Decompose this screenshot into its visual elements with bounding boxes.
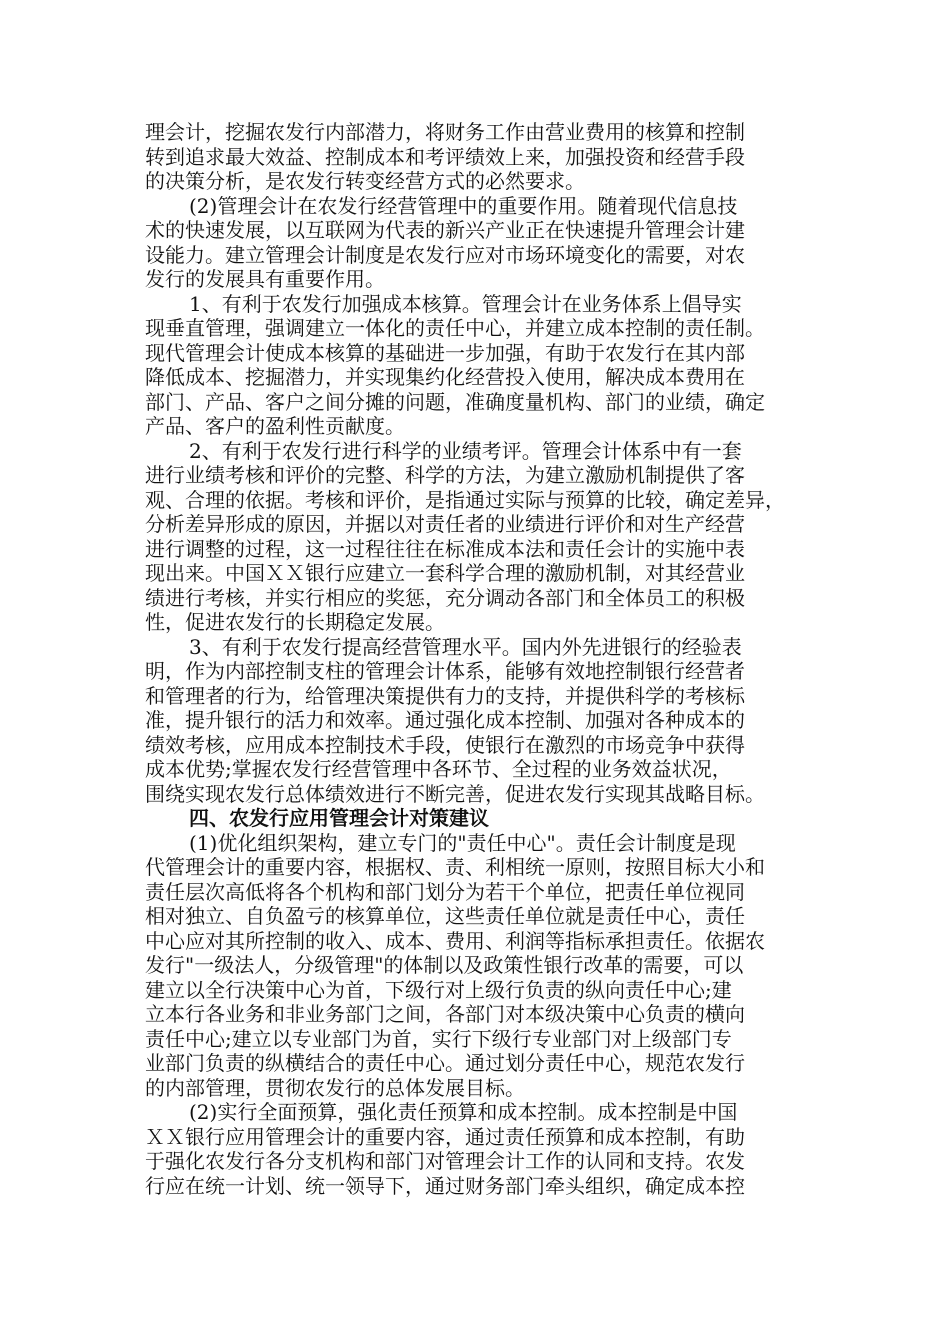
text-line: 转到追求最大效益、控制成本和考评绩效上来，加强投资和经营手段: [145, 144, 745, 169]
text-line: 建立以全行决策中心为首，下级行对上级行负责的纵向责任中心;建: [145, 977, 732, 1002]
text-line: 责任中心;建立以专业部门为首，实行下级行专业部门对上级部门专: [145, 1026, 732, 1051]
text-line: (2)实行全面预算，强化责任预算和成本控制。成本控制是中国: [189, 1100, 738, 1124]
text-line: 业部门负责的纵横结合的责任中心。通过划分责任中心，规范农发行: [145, 1051, 745, 1075]
text-line: (2)管理会计在农发行经营管理中的重要作用。随着现代信息技: [189, 193, 738, 218]
paragraph: [145, 439, 810, 635]
text-line: (1)优化组织架构，建立专门的"责任中心"。责任会计制度是现: [189, 830, 736, 855]
text-line: 明，作为内部控制支柱的管理会计体系，能够有效地控制银行经营者: [145, 659, 745, 683]
text-line: 围绕实现农发行总体绩效进行不断完善，促进农发行实现其战略目标。: [145, 781, 765, 806]
paragraph: [145, 831, 810, 1101]
text-line: 绩进行考核，并实行相应的奖惩，充分调动各部门和全体员工的积极: [145, 585, 745, 610]
text-line: ＸＸ银行应用管理会计的重要内容，通过责任预算和成本控制，有助: [145, 1124, 745, 1149]
text-line: 成本优势;掌握农发行经营管理中各环节、全过程的业务效益状况，: [145, 757, 732, 781]
text-line: 降低成本、挖掘潜力，并实现集约化经营投入使用，解决成本费用在: [145, 365, 745, 389]
text-line: 代管理会计的重要内容，根据权、责、利相统一原则，按照目标大小和: [145, 855, 765, 879]
paragraph: [145, 120, 810, 194]
text-line: 现垂直管理，强调建立一体化的责任中心，并建立成本控制的责任制。: [145, 316, 765, 340]
text-line: 的内部管理，贯彻农发行的总体发展目标。: [145, 1075, 525, 1100]
text-line: 术的快速发展，以互联网为代表的新兴产业正在快速提升管理会计建: [145, 218, 745, 242]
text-line: 理会计，挖掘农发行内部潜力，将财务工作由营业费用的核算和控制: [145, 120, 745, 144]
text-line: 绩效考核，应用成本控制技术手段，使银行在激烈的市场竞争中获得: [145, 732, 745, 757]
paragraph: [145, 194, 810, 292]
text-line: 进行调整的过程，这一过程往往在标准成本法和责任会计的实施中表: [145, 536, 745, 561]
text-line: 责任层次高低将各个机构和部门划分为若干个单位，把责任单位视同: [145, 879, 745, 904]
heading-text: 四、农发行应用管理会计对策建议: [189, 806, 489, 830]
text-line: 中心应对其所控制的收入、成本、费用、利润等指标承担责任。依据农: [145, 928, 765, 953]
paragraph: [145, 635, 810, 807]
text-line: 准，提升银行的活力和效率。通过强化成本控制、加强对各种成本的: [145, 708, 745, 732]
section-heading: [145, 806, 810, 831]
text-line: 行应在统一计划、统一领导下，通过财务部门牵头组织，确定成本控: [145, 1173, 745, 1198]
text-line: 3、有利于农发行提高经营管理水平。国内外先进银行的经验表: [189, 634, 742, 659]
text-line: 现代管理会计使成本核算的基础进一步加强，有助于农发行在其内部: [145, 340, 745, 365]
paragraph: [145, 292, 810, 439]
text-line: 发行"一级法人，分级管理"的体制以及政策性银行改革的需要，可以: [145, 953, 744, 977]
text-line: 设能力。建立管理会计制度是农发行应对市场环境变化的需要，对农: [145, 242, 745, 267]
text-line: 部门、产品、客户之间分摊的问题，准确度量机构、部门的业绩，确定: [145, 389, 765, 414]
text-line: 性，促进农发行的长期稳定发展。: [145, 610, 445, 634]
text-line: 产品、客户的盈利性贡献度。: [145, 414, 405, 438]
text-line: 进行业绩考核和评价的完整、科学的方法，为建立激励机制提供了客: [145, 463, 745, 487]
text-line: 于强化农发行各分支机构和部门对管理会计工作的认同和支持。农发: [145, 1149, 745, 1173]
text-line: 和管理者的行为，给管理决策提供有力的支持，并提供科学的考核标: [145, 683, 745, 708]
text-line: 立本行各业务和非业务部门之间，各部门对本级决策中心负责的横向: [145, 1002, 745, 1026]
document-page: [145, 120, 810, 1198]
text-line: 2、有利于农发行进行科学的业绩考评。管理会计体系中有一套: [189, 438, 742, 463]
text-line: 1、有利于农发行加强成本核算。管理会计在业务体系上倡导实: [189, 291, 742, 316]
text-line: 相对独立、自负盈亏的核算单位，这些责任单位就是责任中心，责任: [145, 904, 745, 928]
text-line: 观、合理的依据。考核和评价，是指通过实际与预算的比较，确定差异，: [145, 487, 785, 512]
paragraph: [145, 1100, 810, 1198]
text-line: 的决策分析，是农发行转变经营方式的必然要求。: [145, 169, 585, 193]
text-line: 分析差异形成的原因，并据以对责任者的业绩进行评价和对生产经营: [145, 512, 745, 536]
text-line: 发行的发展具有重要作用。: [145, 267, 385, 291]
text-line: 现出来。中国ＸＸ银行应建立一套科学合理的激励机制，对其经营业: [145, 561, 745, 585]
